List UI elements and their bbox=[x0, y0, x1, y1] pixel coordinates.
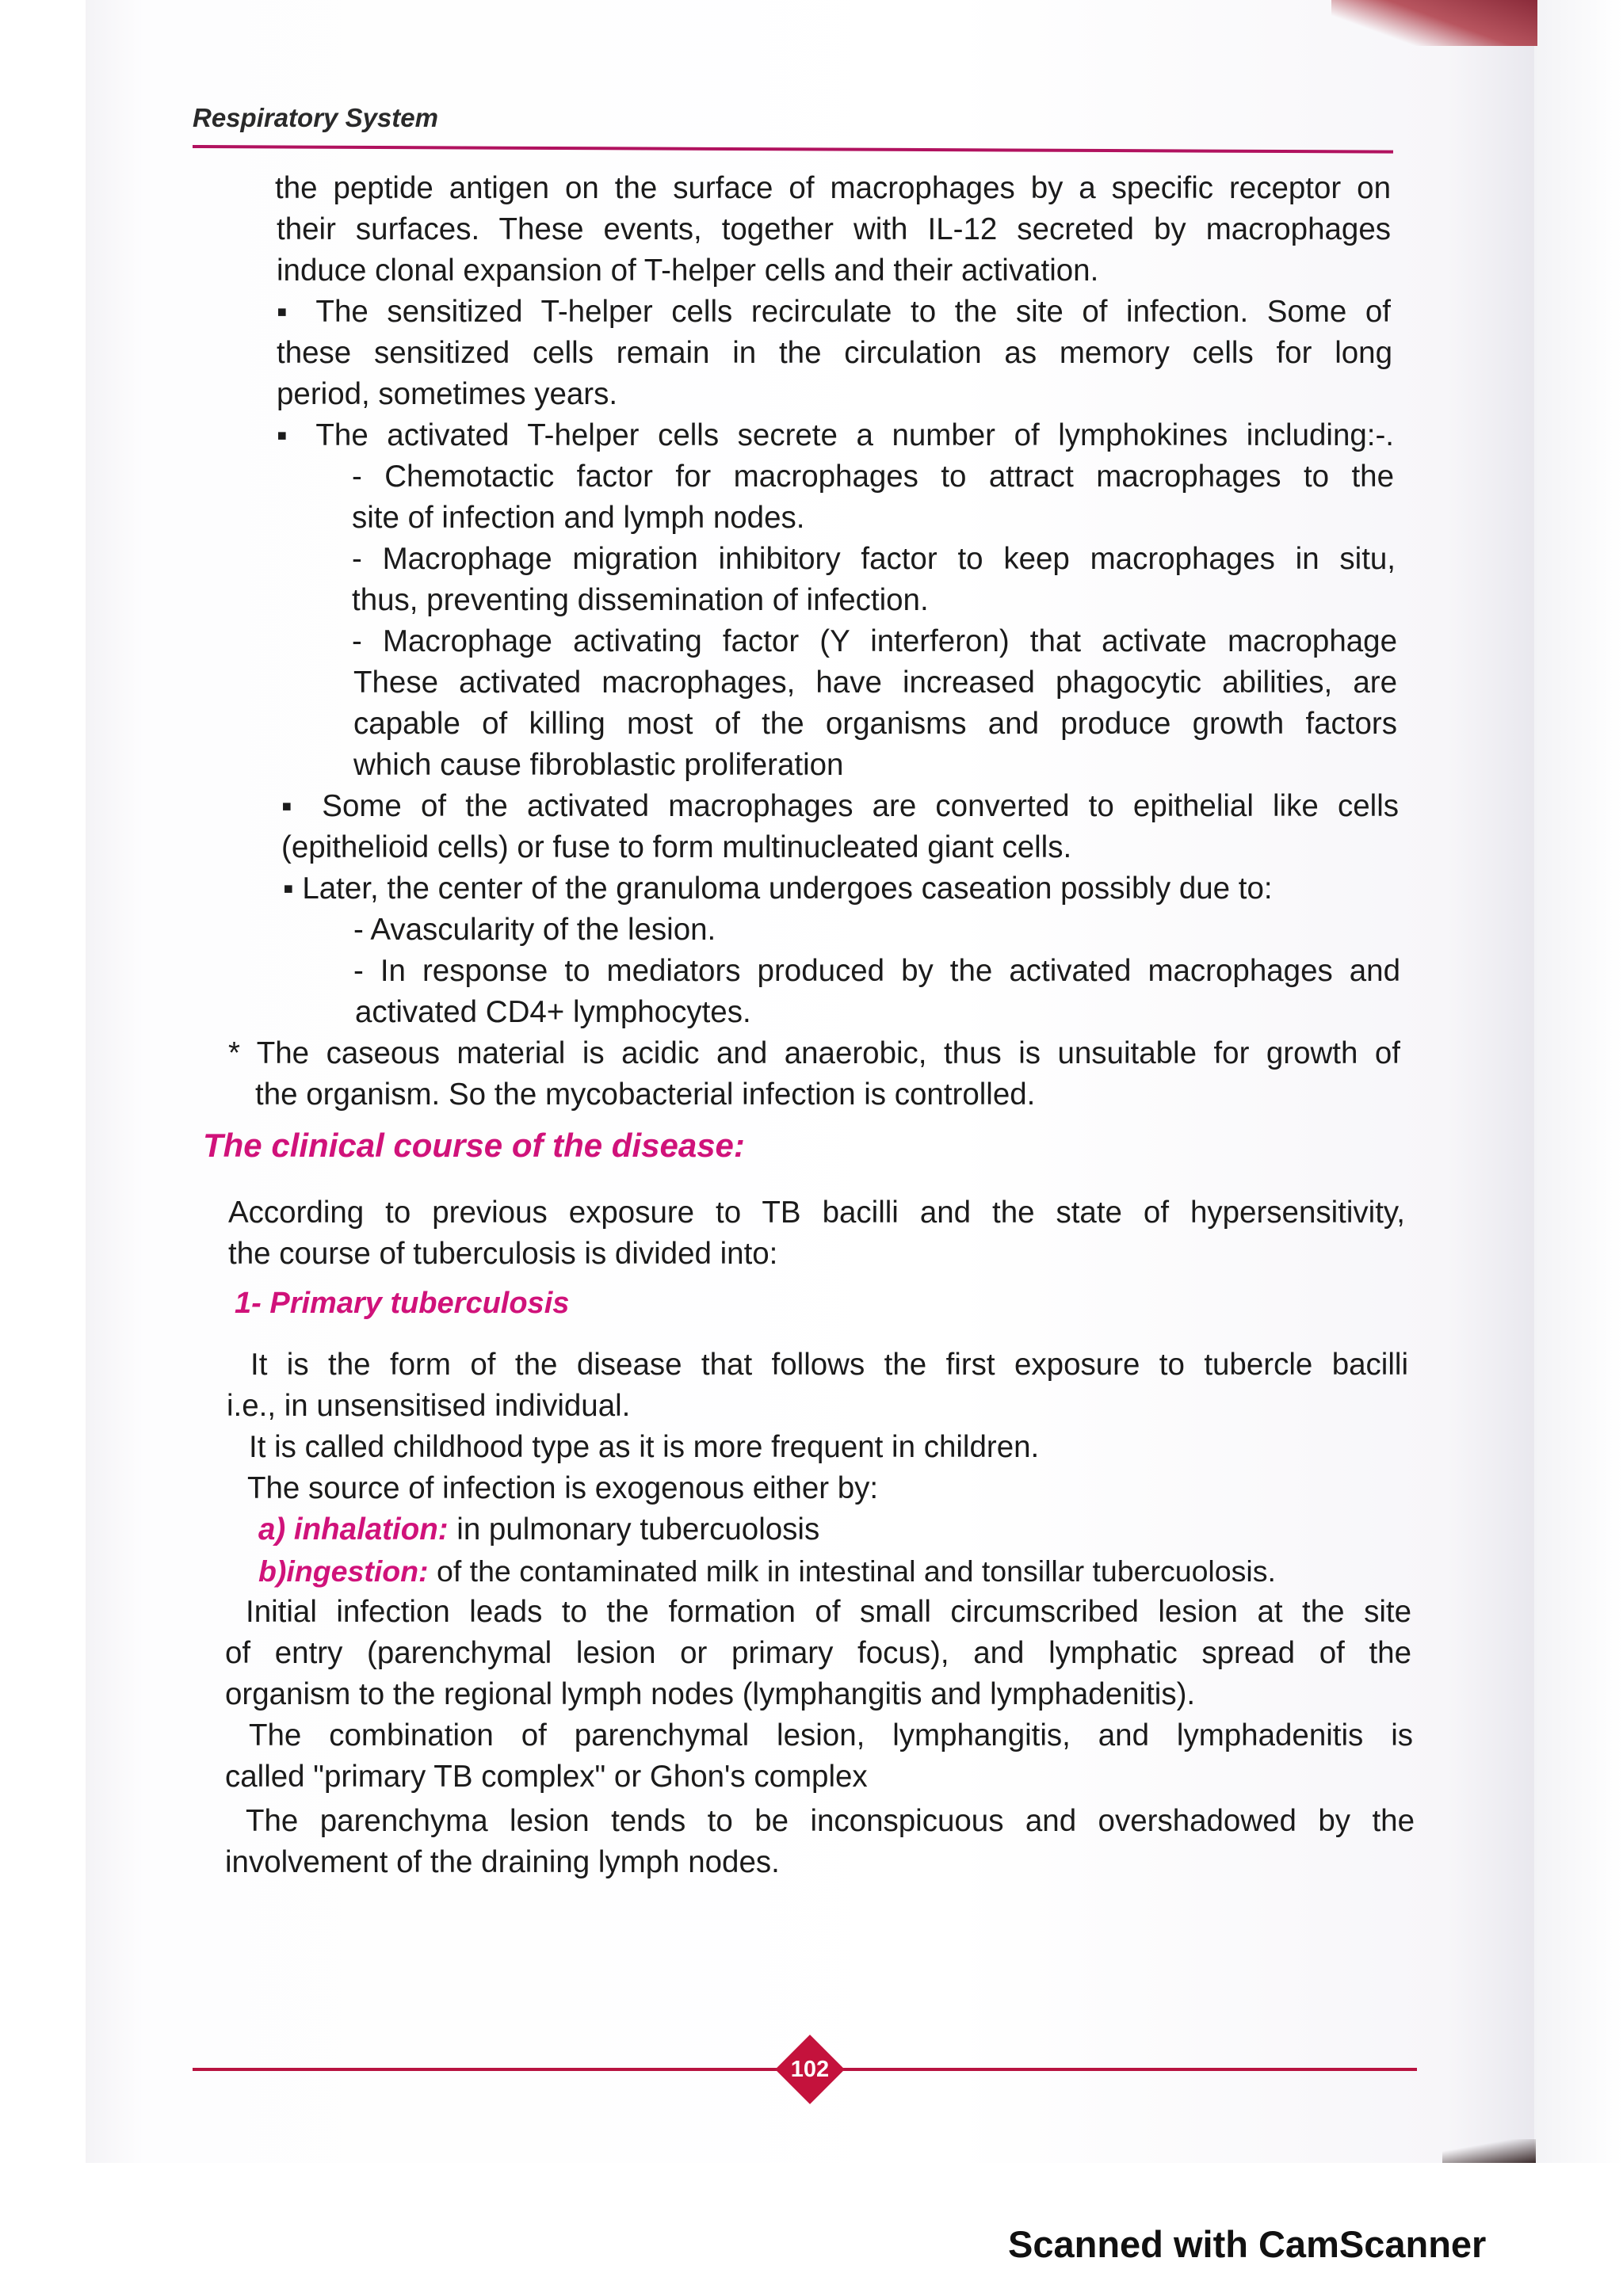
section-heading: The clinical course of the disease: bbox=[203, 1127, 745, 1164]
body-line: The source of infection is exogenous either by: bbox=[247, 1471, 879, 1505]
body-line: period, sometimes years. bbox=[277, 377, 618, 411]
body-line: their surfaces. These events, together with IL-12 secreted by macrophages bbox=[277, 212, 1391, 246]
body-line: (epithelioid cells) or fuse to form multinucleated giant cells. bbox=[281, 830, 1072, 864]
body-line: The parenchyma lesion tends to be inconspicuous and overshadowed by the bbox=[246, 1804, 1415, 1838]
route-b-text: of the contaminated milk in intestinal and tonsillar tubercuolosis. bbox=[428, 1554, 1276, 1588]
page-corner-bottom bbox=[1442, 2139, 1536, 2163]
body-line: induce clonal expansion of T-helper cells and their activation. bbox=[277, 254, 1099, 288]
body-line: site of infection and lymph nodes. bbox=[352, 501, 805, 535]
body-line: It is the form of the disease that follows the first exposure to tubercle bacilli bbox=[250, 1348, 1408, 1382]
body-line: thus, preventing dissemination of infection. bbox=[352, 583, 929, 617]
page-corner-top bbox=[1331, 0, 1537, 46]
body-line: these sensitized cells remain in the circulation as memory cells for long bbox=[277, 336, 1392, 370]
note-line: * The caseous material is acidic and anaerobic, thus is unsuitable for growth of bbox=[228, 1036, 1400, 1070]
body-line: These activated macrophages, have increased phagocytic abilities, are bbox=[353, 666, 1397, 700]
dash-line: - In response to mediators produced by the activated macrophages and bbox=[353, 954, 1400, 988]
running-header: Respiratory System bbox=[193, 103, 438, 132]
body-line: Initial infection leads to the formation of small circumscribed lesion at the site bbox=[246, 1595, 1411, 1629]
body-line: of entry (parenchymal lesion or primary focus), and lymphatic spread of the bbox=[225, 1636, 1411, 1670]
body-line: the peptide antigen on the surface of macrophages by a specific receptor on bbox=[275, 171, 1391, 205]
body-line: organism to the regional lymph nodes (lymphangitis and lymphadenitis). bbox=[225, 1677, 1196, 1711]
route-b-line bbox=[258, 1550, 1276, 1592]
subsection-heading: 1- Primary tuberculosis bbox=[235, 1287, 570, 1320]
route-a-label: a) inhalation: bbox=[258, 1512, 449, 1547]
bullet-line: ▪ The activated T-helper cells secrete a number of lymphokines including:-. bbox=[277, 418, 1394, 452]
route-b-label: b)ingestion: bbox=[258, 1554, 429, 1588]
bullet-line: ▪ Later, the center of the granuloma undergoes caseation possibly due to: bbox=[283, 871, 1273, 906]
intro-line: the course of tuberculosis is divided into: bbox=[228, 1237, 778, 1271]
dash-line: - Macrophage activating factor (Y interferon) that activate macrophage bbox=[352, 624, 1397, 658]
page-number: 102 bbox=[790, 2057, 830, 2082]
bullet-line: ▪ The sensitized T-helper cells recirculate to the site of infection. Some of bbox=[277, 295, 1391, 329]
intro-line: According to previous exposure to TB bacilli and the state of hypersensitivity, bbox=[228, 1196, 1405, 1230]
bullet-line: ▪ Some of the activated macrophages are converted to epithelial like cells bbox=[281, 789, 1399, 823]
body-line: i.e., in unsensitised individual. bbox=[227, 1389, 631, 1423]
body-line: called "primary TB complex" or Ghon's complex bbox=[225, 1760, 868, 1794]
dash-line: - Chemotactic factor for macrophages to attract macrophages to the bbox=[352, 460, 1394, 494]
route-a-line bbox=[258, 1509, 819, 1550]
body-line: the organism. So the mycobacterial infection is controlled. bbox=[255, 1077, 1036, 1112]
body-line: It is called childhood type as it is more frequent in children. bbox=[249, 1430, 1040, 1464]
body-line: activated CD4+ lymphocytes. bbox=[355, 995, 751, 1029]
dash-line: - Macrophage migration inhibitory factor to keep macrophages in situ, bbox=[352, 542, 1396, 576]
body-line: The combination of parenchymal lesion, lymphangitis, and lymphadenitis is bbox=[249, 1718, 1413, 1753]
scanner-watermark: Scanned with CamScanner bbox=[1008, 2223, 1487, 2265]
dash-line: - Avascularity of the lesion. bbox=[353, 913, 716, 947]
page-spine-shadow bbox=[1534, 0, 1623, 2163]
body-line: which cause fibroblastic proliferation bbox=[353, 748, 844, 782]
route-a-text: in pulmonary tubercuolosis bbox=[448, 1512, 820, 1547]
body-line: capable of killing most of the organisms and produce growth factors bbox=[353, 707, 1397, 741]
body-line: involvement of the draining lymph nodes. bbox=[225, 1845, 780, 1879]
